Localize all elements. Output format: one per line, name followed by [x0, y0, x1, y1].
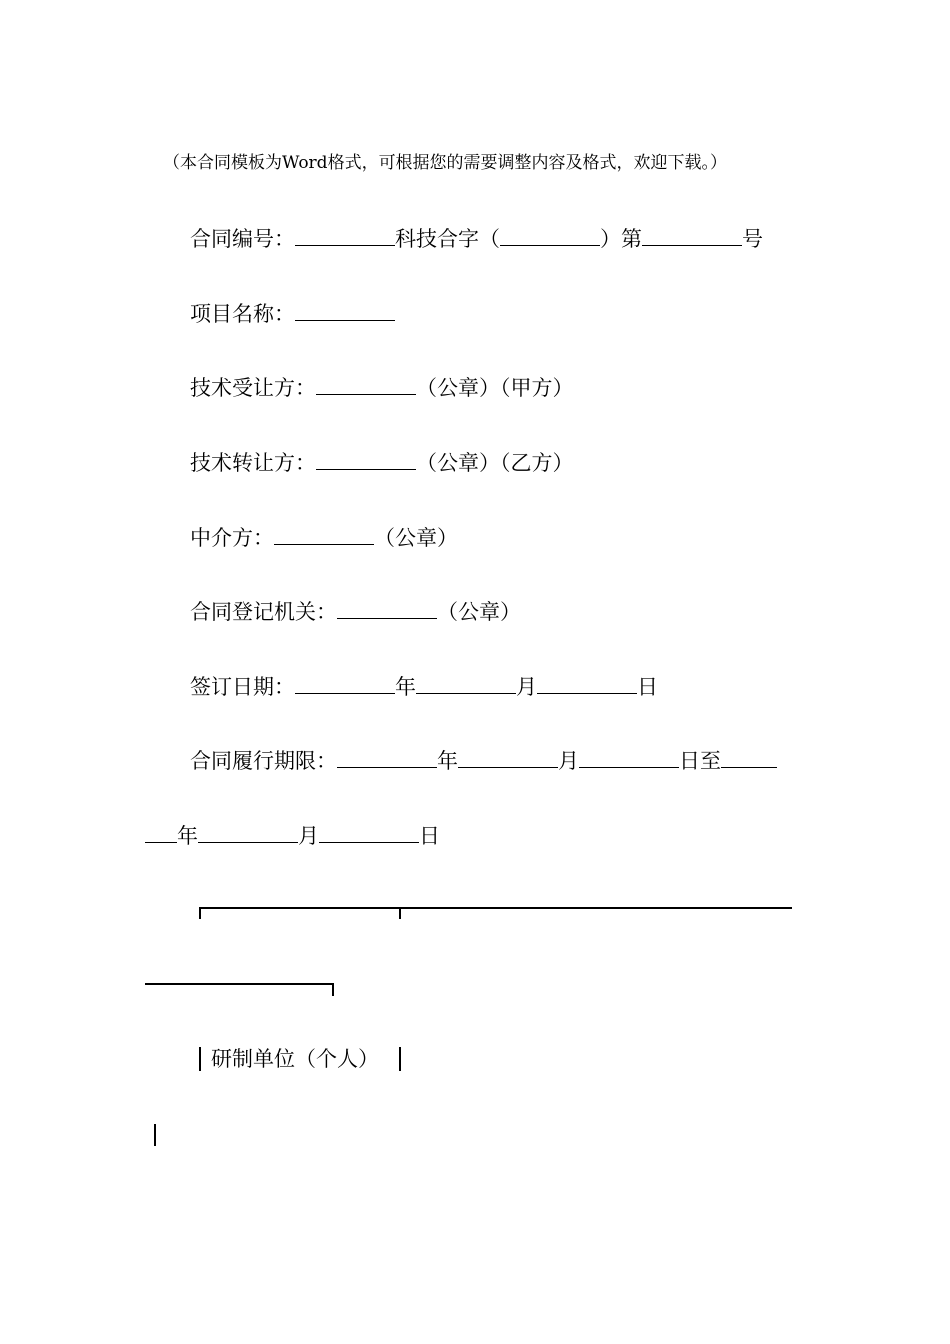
contract-number-blank-2[interactable] [500, 227, 600, 246]
transferor-blank[interactable] [316, 451, 416, 470]
intermediary-seal: （公章） [374, 526, 458, 550]
term-row [190, 747, 777, 775]
transferor-label: 技术转让方： [190, 451, 316, 475]
contract-number-blank-1[interactable] [295, 227, 395, 246]
signing-date-label: 签订日期： [190, 675, 295, 699]
registration-label: 合同登记机关： [190, 600, 337, 624]
table-top-divider-tick [399, 907, 401, 919]
table-top-border-continued [145, 983, 334, 985]
transferor-row [190, 449, 574, 477]
term-start-year-unit: 年 [437, 749, 458, 773]
project-name-label: 项目名称： [190, 302, 295, 326]
table-cell-right-border-continued [154, 1124, 156, 1146]
term-start-year-blank[interactable] [337, 749, 437, 768]
term-end-month-blank[interactable] [198, 824, 298, 843]
transferee-row [190, 374, 574, 402]
intermediary-blank[interactable] [274, 526, 374, 545]
registration-blank[interactable] [337, 600, 437, 619]
contract-number-row [190, 225, 763, 253]
signing-day-unit: 日 [637, 675, 658, 699]
table-cell-label: 研制单位（个人） [211, 1047, 379, 1071]
table-top-left-corner [199, 907, 201, 919]
term-end-day-unit: 日 [419, 824, 440, 848]
intermediary-row [190, 524, 458, 552]
transferor-role: （乙方） [500, 451, 574, 475]
signing-month-unit: 月 [516, 675, 537, 699]
contract-number-suffix: 号 [742, 227, 763, 251]
intermediary-label: 中介方： [190, 526, 274, 550]
term-end-year-blank-part1[interactable] [721, 749, 777, 768]
transferee-label: 技术受让方： [190, 376, 316, 400]
signing-date-row [190, 673, 658, 701]
term-end-year-unit: 年 [177, 824, 198, 848]
registration-row [190, 598, 521, 626]
term-start-day-blank[interactable] [579, 749, 679, 768]
signing-year-blank[interactable] [295, 675, 395, 694]
table-cell-left-border [199, 1047, 201, 1071]
registration-seal: （公章） [437, 600, 521, 624]
transferee-seal: （公章） [416, 376, 500, 400]
transferor-seal: （公章） [416, 451, 500, 475]
contract-number-label: 合同编号： [190, 227, 295, 251]
term-label: 合同履行期限： [190, 749, 337, 773]
term-start-day-to: 日至 [679, 749, 721, 773]
table-cell-right-border [399, 1047, 401, 1071]
table-top-right-corner [332, 983, 334, 996]
term-end-day-blank[interactable] [319, 824, 419, 843]
term-end-month-unit: 月 [298, 824, 319, 848]
term-end-year-blank-part2[interactable] [145, 824, 177, 843]
term-row-continued [145, 822, 440, 850]
template-note: （本合同模板为Word格式，可根据您的需要调整内容及格式，欢迎下载。） [163, 153, 728, 173]
transferee-role: （甲方） [500, 376, 574, 400]
contract-number-middle: 科技合字（ [395, 227, 500, 251]
project-name-row [190, 300, 395, 328]
signing-month-blank[interactable] [416, 675, 516, 694]
signing-year-unit: 年 [395, 675, 416, 699]
term-start-month-unit: 月 [558, 749, 579, 773]
transferee-blank[interactable] [316, 376, 416, 395]
table-top-border [199, 907, 792, 909]
contract-number-after-paren: ）第 [600, 227, 642, 251]
signing-day-blank[interactable] [537, 675, 637, 694]
term-start-month-blank[interactable] [458, 749, 558, 768]
contract-number-blank-3[interactable] [642, 227, 742, 246]
project-name-blank[interactable] [295, 302, 395, 321]
